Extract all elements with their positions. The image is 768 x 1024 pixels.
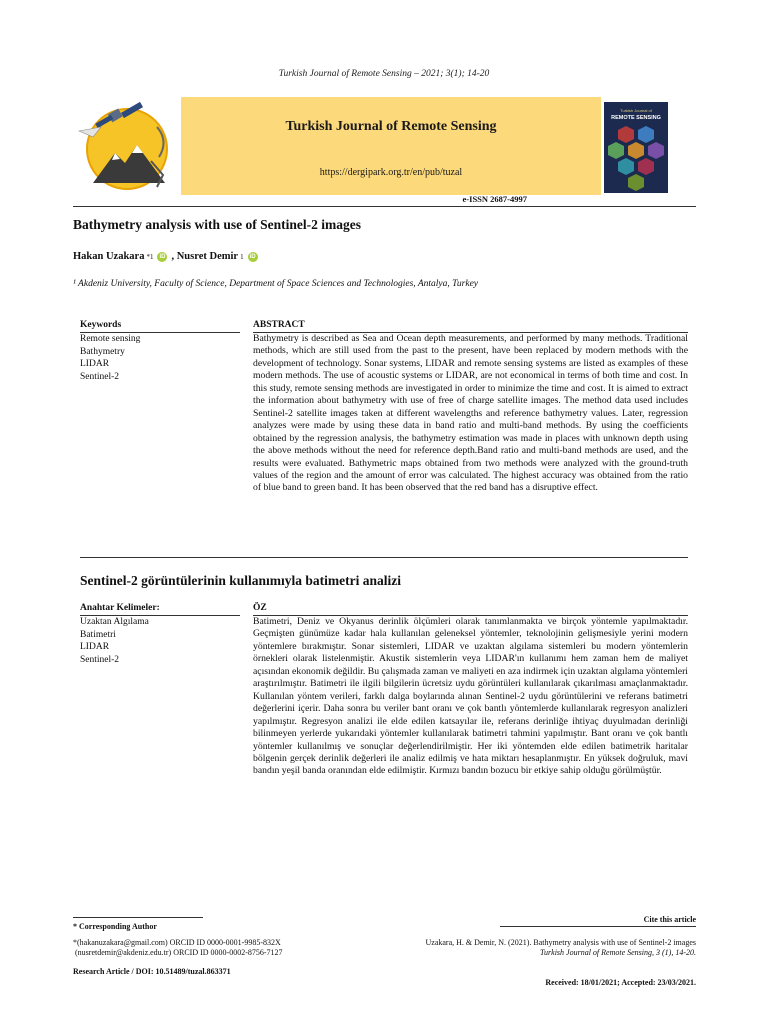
keyword-list <box>80 333 240 383</box>
cite-label: Cite this article <box>643 915 696 924</box>
keyword-item: Batimetri <box>80 629 116 640</box>
journal-url[interactable]: https://dergipark.org.tr/en/pub/tuzal <box>319 167 463 178</box>
keyword-item: Sentinel-2 <box>80 371 120 382</box>
section-divider <box>80 557 688 558</box>
keywords-heading: Keywords <box>80 320 122 330</box>
article-type-doi[interactable]: Research Article / DOI: 10.51489/tuzal.863371 <box>73 967 231 976</box>
abstract-heading: ABSTRACT <box>253 320 305 330</box>
keyword-item: LIDAR <box>80 359 110 369</box>
keyword-item: LIDAR <box>80 642 110 652</box>
abstract-text: Batimetri, Deniz ve Okyanus derinlik ölçümleri olarak tanımlanmakta ve birçok yöntemle yapılmaktadır. Geçmişten günümüze kadar hala kullanılan geleneksel yöntemler, teknolojinin gelişmesiyle yerini modern yöntemlere bırakmıştır. Sonar sistemleri, LIDAR ve uzaktan algılama sistemleri bu modern yöntemlerin örnekleri olarak listelenmiştir. Akustik sistemlerin veya LIDAR'ın kullanımı hem zaman hem de maliyet açısından ekonomik değildir. Bu çalışmada zaman ve maliyeti en aza indirmek için uzaktan algılama yöntemleri araştırılmıştır. Batimetri ile ilgili bilgilerin ücretsiz uydu görüntüleri kullanılarak çıkarılması amaçlanmaktadır. Kullanılan yöntem verileri, farklı dalga boylarında alınan Sentinel-2 uydu görüntülerini ve referans batimetri değerlerini içerir. Daha sonra bu veriler bant oranı ve çok bantlı yöntemlerde kullanılarak regresyon analizleri yapılmıştır. Regresyon analizi ile elde edilen katsayılar ile, referans derinliğe ihtiyaç duyulmadan derinliği bilinmeyen yerlerde yukarıdaki yöntemler kullanılarak batimetri tahmini yapılmıştır. Bant oranı ve çok bantlı yöntemler kullanılmış ve sonuçlar değerlendirilmiştir. Her iki yöntemden elde edilen batimetrik haritalar bölgenin gerçek derinlik değerleri ile analiz edilmiş ve hata miktarı hesaplanmıştır. En yüksek doğruluk, mavi bandın yeşil banda oranından elde edilmiştir. Kırmızı bandın bozucu bir etkiye sahip olduğu görülmüştür. <box>253 616 688 777</box>
keyword-list <box>80 616 240 666</box>
journal-logo <box>73 97 181 205</box>
journal-cover-image <box>604 102 668 193</box>
keyword-item: Uzaktan Algılama <box>80 617 149 627</box>
running-header: Turkish Journal of Remote Sensing – 2021; 3(1); 14-20 <box>278 69 490 79</box>
keyword-item: Bathymetry <box>80 346 125 357</box>
keyword-item: Sentinel-2 <box>80 654 120 665</box>
journal-masthead <box>73 97 696 205</box>
svg-text:REMOTE SENSING: REMOTE SENSING <box>611 115 661 121</box>
citation-text: Uzakara, H. & Demir, N. (2021). Bathymetry analysis with use of Sentinel-2 images <box>425 938 696 947</box>
orcid-icon[interactable]: iD <box>249 253 256 260</box>
corresponding-author-label: * Corresponding Author <box>73 922 157 931</box>
citation-text: Turkish Journal of Remote Sensing, 3 (1), 14-20. <box>540 948 696 957</box>
citation-rule <box>500 926 696 927</box>
abstract-text: Bathymetry is described as Sea and Ocean depth measurements, and performed by many methods. Traditional methods, which are still used from the past to the present, have been replaced by modern methods with the development of technology. Sonar systems, LIDAR and remote sensing systems are listed as examples of these modern methods. The use of acoustic systems or LIDAR, are not economical in terms of both time and cost. In this study, remote sensing methods are investigated in order to minimize the time and cost. It is aimed to extract the information about bathymetry with use of free of charge satellite images. The method data used includes Sentinel-2 satellite images taken at different wavelengths and reference bathymetry values. Later, regression analyzes were made by using these data in band ratio and multi-band methods. By using the coefficients obtained by the regression analysis, the bathymetry estimation was made in places with unknown depth using the above methods without the need for reference depth.Band ratio and multi-band methods are used, and the results were evaluated. Bathymetric maps obtained from two methods were analyzed with the ground-truth values of the region and the amount of error was calculated. The highest accuracy was obtained from the ratio of blue band to green band. It has been observed that the red band has a disruptive effect. <box>253 333 688 494</box>
author-email[interactable]: (nusretdemir@akdeniz.edu.tr) ORCID ID 0000-0002-8756-7127 <box>75 948 283 957</box>
author-affiliation-mark: *1 <box>146 252 154 261</box>
masthead-band <box>181 97 601 195</box>
keywords-heading: Anahtar Kelimeler: <box>80 603 160 613</box>
abstract-heading: ÖZ <box>253 603 267 613</box>
article-title: Bathymetry analysis with use of Sentinel-2 images <box>73 217 361 232</box>
footnote-rule <box>73 917 203 918</box>
turkish-title: Sentinel-2 görüntülerinin kullanımıyla batimetri analizi <box>80 573 402 588</box>
header-rule <box>73 206 696 207</box>
issn-bar <box>181 195 601 205</box>
journal-name: Turkish Journal of Remote Sensing <box>285 119 497 134</box>
author-list <box>73 251 260 262</box>
author-affiliation-mark: 1 <box>240 252 244 261</box>
affiliation: ¹ Akdeniz University, Faculty of Science, Department of Space Sciences and Technologies, Antalya, Turkey <box>73 279 479 289</box>
author-email[interactable]: *(hakanuzakara@gmail.com) ORCID ID 0000-0001-9985-832X <box>73 938 281 947</box>
orcid-icon[interactable]: iD <box>159 253 166 260</box>
author-name: Hakan Uzakara <box>73 251 145 262</box>
article-dates: Received: 18/01/2021; Accepted: 23/03/2021. <box>545 978 696 987</box>
issn: e-ISSN 2687-4997 <box>462 194 527 204</box>
keyword-item: Remote sensing <box>80 334 141 344</box>
author-name: , Nusret Demir <box>171 251 239 262</box>
svg-text:Turkish Journal of: Turkish Journal of <box>620 108 652 113</box>
